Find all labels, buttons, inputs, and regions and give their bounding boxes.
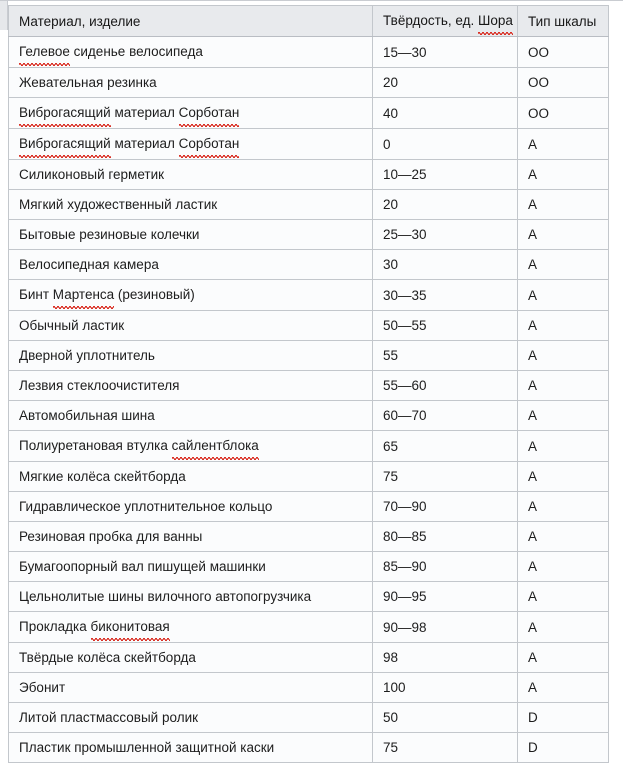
table-row [9, 522, 609, 552]
cell-scale-type: D [518, 733, 609, 763]
table-row [9, 280, 609, 311]
table-row [9, 371, 609, 401]
top-frame-rule [0, 0, 623, 1]
cell-scale-type: A [518, 220, 609, 250]
header-left-gutter [0, 1, 8, 30]
table-row [9, 250, 609, 280]
spellcheck-underline: Сорботан [179, 129, 240, 159]
cell-material: Бытовые резиновые колечки [9, 220, 373, 250]
table-row [9, 703, 609, 733]
cell-hardness: 20 [373, 68, 518, 98]
spellcheck-underline: Шора [478, 6, 513, 36]
column-header-material: Материал, изделие [9, 6, 373, 37]
table-row [9, 190, 609, 220]
table-row [9, 129, 609, 160]
cell-scale-type: OO [518, 68, 609, 98]
cell-material: Гелевое сиденье велосипеда [9, 37, 373, 68]
column-header-scale: Тип шкалы [518, 6, 609, 37]
cell-material: Цельнолитые шины вилочного автопогрузчика [9, 582, 373, 612]
cell-material: Пластик промышленной защитной каски [9, 733, 373, 763]
cell-hardness: 15—30 [373, 37, 518, 68]
cell-hardness: 70—90 [373, 492, 518, 522]
cell-material: Мягкие колёса скейтборда [9, 462, 373, 492]
cell-scale-type: A [518, 401, 609, 431]
table-row [9, 612, 609, 643]
cell-scale-type: A [518, 492, 609, 522]
cell-scale-type: A [518, 552, 609, 582]
table-header-row [9, 6, 609, 37]
cell-material: Литой пластмассовый ролик [9, 703, 373, 733]
cell-scale-type: A [518, 431, 609, 462]
cell-hardness: 50—55 [373, 311, 518, 341]
table-row [9, 37, 609, 68]
cell-scale-type: D [518, 703, 609, 733]
cell-scale-type: A [518, 612, 609, 643]
cell-scale-type: OO [518, 37, 609, 68]
cell-hardness: 65 [373, 431, 518, 462]
shore-hardness-table [8, 5, 609, 763]
cell-hardness: 90—98 [373, 612, 518, 643]
table-row [9, 68, 609, 98]
table-row [9, 431, 609, 462]
cell-hardness: 20 [373, 190, 518, 220]
spellcheck-underline: Мартенса [53, 280, 114, 310]
cell-material: Прокладка биконитовая [9, 612, 373, 643]
cell-hardness: 90—95 [373, 582, 518, 612]
cell-scale-type: A [518, 280, 609, 311]
cell-scale-type: A [518, 190, 609, 220]
cell-scale-type: A [518, 582, 609, 612]
table-row [9, 733, 609, 763]
table-row [9, 220, 609, 250]
cell-scale-type: A [518, 673, 609, 703]
table-row [9, 462, 609, 492]
cell-material: Автомобильная шина [9, 401, 373, 431]
table-row [9, 341, 609, 371]
cell-material: Дверной уплотнитель [9, 341, 373, 371]
cell-scale-type: OO [518, 98, 609, 129]
cell-material: Бумагоопорный вал пишущей машинки [9, 552, 373, 582]
cell-hardness: 25—30 [373, 220, 518, 250]
cell-scale-type: A [518, 522, 609, 552]
table-row [9, 673, 609, 703]
cell-material: Силиконовый герметик [9, 160, 373, 190]
cell-scale-type: A [518, 160, 609, 190]
cell-hardness: 50 [373, 703, 518, 733]
cell-scale-type: A [518, 250, 609, 280]
cell-scale-type: A [518, 462, 609, 492]
spellcheck-underline: Гелевое [19, 37, 70, 67]
cell-material: Мягкий художественный ластик [9, 190, 373, 220]
cell-hardness: 40 [373, 98, 518, 129]
spellcheck-underline: Виброгасящий [19, 98, 111, 128]
spellcheck-underline: сайлентблока [172, 431, 259, 461]
column-header-hardness: Твёрдость, ед. Шора [373, 6, 518, 37]
table-row [9, 401, 609, 431]
cell-hardness: 0 [373, 129, 518, 160]
cell-scale-type: A [518, 341, 609, 371]
cell-material: Виброгасящий материал Сорботан [9, 129, 373, 160]
cell-material: Лезвия стеклоочистителя [9, 371, 373, 401]
cell-hardness: 60—70 [373, 401, 518, 431]
cell-material: Полиуретановая втулка сайлентблока [9, 431, 373, 462]
table-row [9, 98, 609, 129]
cell-scale-type: A [518, 643, 609, 673]
cell-hardness: 85—90 [373, 552, 518, 582]
cell-hardness: 75 [373, 462, 518, 492]
table-row [9, 311, 609, 341]
table-row [9, 582, 609, 612]
cell-material: Твёрдые колёса скейтборда [9, 643, 373, 673]
spellcheck-underline: Сорботан [179, 98, 240, 128]
cell-material: Виброгасящий материал Сорботан [9, 98, 373, 129]
cell-hardness: 55 [373, 341, 518, 371]
cell-scale-type: A [518, 129, 609, 160]
spellcheck-underline: Виброгасящий [19, 129, 111, 159]
cell-hardness: 55—60 [373, 371, 518, 401]
cell-scale-type: A [518, 371, 609, 401]
table-row [9, 160, 609, 190]
cell-hardness: 30—35 [373, 280, 518, 311]
table-row [9, 492, 609, 522]
cell-material: Бинт Мартенса (резиновый) [9, 280, 373, 311]
table-row [9, 552, 609, 582]
cell-hardness: 80—85 [373, 522, 518, 552]
cell-hardness: 30 [373, 250, 518, 280]
cell-hardness: 75 [373, 733, 518, 763]
cell-material: Резиновая пробка для ванны [9, 522, 373, 552]
cell-material: Гидравлическое уплотнительное кольцо [9, 492, 373, 522]
table-header [9, 6, 609, 37]
cell-material: Велосипедная камера [9, 250, 373, 280]
cell-material: Эбонит [9, 673, 373, 703]
table-body [9, 37, 609, 763]
cell-material: Обычный ластик [9, 311, 373, 341]
spellcheck-underline: биконитовая [91, 612, 170, 642]
cell-hardness: 100 [373, 673, 518, 703]
cell-scale-type: A [518, 311, 609, 341]
table-row [9, 643, 609, 673]
cell-hardness: 98 [373, 643, 518, 673]
cell-material: Жевательная резинка [9, 68, 373, 98]
cell-hardness: 10—25 [373, 160, 518, 190]
